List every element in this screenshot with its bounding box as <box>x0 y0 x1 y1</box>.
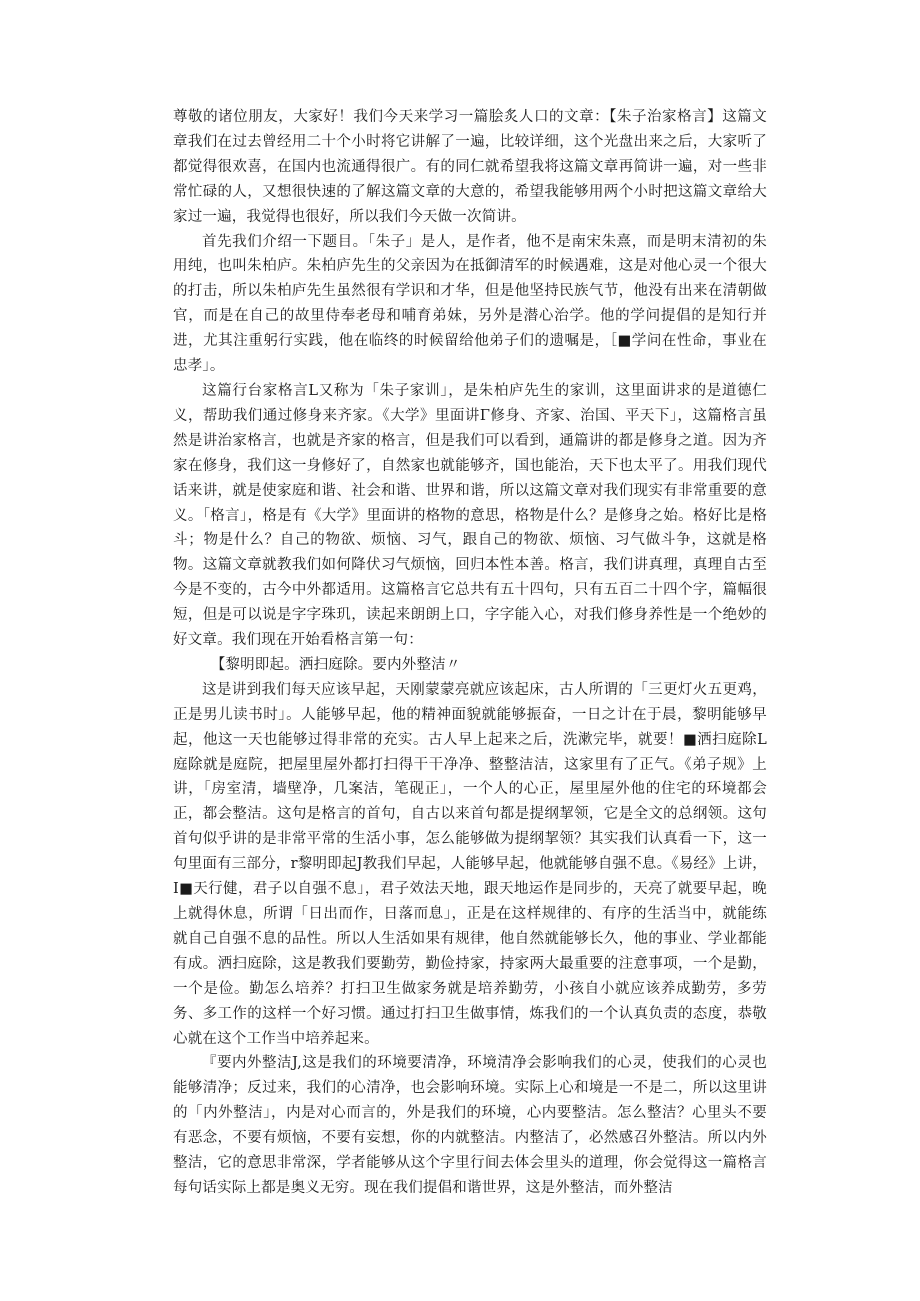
maxim-quote: 【黎明即起。洒扫庭除。要内外整洁〃 <box>210 656 461 673</box>
paragraph-title-meaning: 这篇行台家格言L又称为「朱子家训」，是朱柏庐先生的家训，这里面讲求的是道德仁义，帮助我们通过修身来齐家。《大学》里面讲Γ修身、齐家、治国、平天下」，这篇格言虽然是讲治家格言，也就是齐家的格言，但是我们可以看到，通篇讲的都是修身之道。因为齐家在修身，我们这一身修好了，自然家也就能够齐，国也能治，天下也太平了。用我们现代话来讲，就是使家庭和谐、社会和谐、世界和谐，所以这篇文章对我们现实有非常重要的意义。「格言」，格是有《大学》里面讲的格物的意思，格物是什么？是修身之始。格好比是格斗；物是什么？自己的物欲、烦恼、习气，跟自己的物欲、烦恼、习气做斗争，这就是格物。这篇文章就教我们如何降伏习气烦恼，回归本性本善。格言，我们讲真理，真理自古至今是不变的，古今中外都适用。这篇格言它总共有五十四句，只有五百二十四个字，篇幅很短，但是可以说是字字珠玑，读起来朗朗上口，字字能入心，对我们修身养性是一个绝妙的好文章。我们现在开始看格言第一句： <box>173 382 767 649</box>
paragraph-author: 首先我们介绍一下题目。「朱子」是人，是作者，他不是南宋朱熹，而是明末清初的朱用纯，也叫朱柏庐。朱柏庐先生的父亲因为在抵御清军的时候遇难，这是对他心灵一个很大的打击，所以朱柏庐先生虽然很有学识和才华，但是他坚持民族气节，他没有出来在清朝做官，而是在自己的故里侍奉老母和哺育弟妹，另外是潜心治学。他的学问提倡的是知行并进，尤其注重躬行实践，他在临终的时候留给他弟子们的遗嘱是，［■学问在性命，事业在忠孝」。 <box>173 233 767 375</box>
paragraph-inner-outer-clean: 『要内外整洁J,这是我们的环境要清净，环境清净会影响我们的心灵，使我们的心灵也能够清净；反过来，我们的心清净，也会影响环境。实际上心和境是一不是二，所以这里讲的「内外整洁」，内是对心而言的，外是我们的环境，心内要整洁。怎么整洁？心里头不要有恶念，不要有烦恼，不要有妄想，你的内就整洁。内整洁了，必然感召外整洁。所以内外整洁，它的意思非常深，学者能够从这个字里行间去体会里头的道理，你会觉得这一篇格言每句话实际上都是奥义无穷。现在我们提倡和谐世界，这是外整洁，而外整洁 <box>173 1055 767 1196</box>
document-body <box>173 105 767 1201</box>
paragraph-intro: 尊敬的诸位朋友，大家好！我们今天来学习一篇脍炙人口的文章：【朱子治家格言】这篇文章我们在过去曾经用二十个小时将它讲解了一遍，比较详细，这个光盘出来之后，大家听了都觉得很欢喜，在国内也流通得很广。有的同仁就希望我将这篇文章再简讲一遍，对一些非常忙碌的人，又想很快速的了解这篇文章的大意的，希望我能够用两个小时把这篇文章给大家过一遍，我觉得也很好，所以我们今天做一次简讲。 <box>173 109 767 225</box>
paragraph-early-rising: 这是讲到我们每天应该早起，天刚蒙蒙亮就应该起床，古人所谓的「三更灯火五更鸡，正是男儿读书时」。人能够早起，他的精神面貌就能够振奋，一日之计在于晨，黎明能够早起，他这一天也能够过得非常的充实。古人早上起来之后，洗漱完毕，就要！■洒扫庭除L庭除就是庭院，把屋里屋外都打扫得干干净净、整整洁洁，这家里有了正气。《弟子规》上讲，「房室清，墙壁净，几案洁，笔砚正」，一个人的心正，屋里屋外他的住宅的环境都会正，都会整洁。这句是格言的首句，自古以来首句都是提纲挈领，它是全文的总纲领。这句首句似乎讲的是非常平常的生活小事，怎么能够做为提纲挈领？其实我们认真看一下，这一句里面有三部分，r黎明即起J教我们早起，人能够早起，他就能够自强不息。《易经》上讲，I■天行健，君子以自强不息」，君子效法天地，跟天地运作是同步的，天亮了就要早起，晚上就得休息，所谓「日出而作，日落而息」，正是在这样规律的、有序的生活当中，就能练就自己自强不息的品性。所以人生活如果有规律，他自然就能够长久，他的事业、学业都能有成。洒扫庭除，这是教我们要勤劳，勤俭持家，持家两大最重要的注意事项，一个是勤，一个是俭。勤怎么培养？打扫卫生做家务就是培养勤劳，小孩自小就应该养成勤劳，多劳务、多工作的这样一个好习惯。通过打扫卫生做事情，炼我们的一个认真负责的态度，恭敬心就在这个工作当中培养起来。 <box>173 681 767 1047</box>
